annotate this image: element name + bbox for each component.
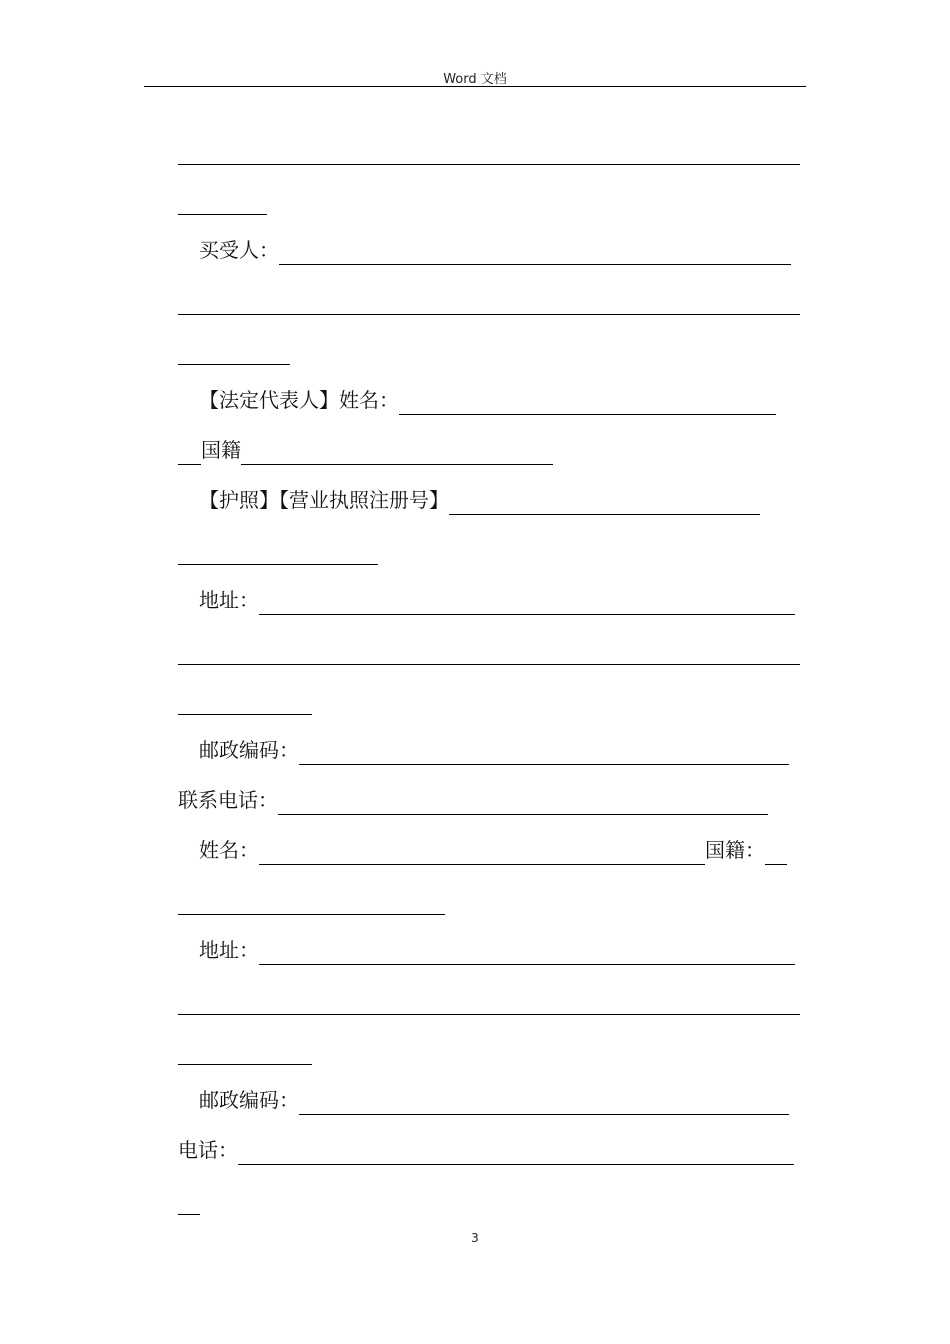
passport-reg-label: 【护照】【营业执照注册号】 [199, 488, 449, 512]
phone-field[interactable] [238, 1143, 794, 1165]
blank-field[interactable] [178, 543, 378, 565]
name-label: 姓名： [199, 838, 259, 862]
postal-code-field[interactable] [299, 1093, 789, 1115]
blank-field[interactable] [178, 1043, 312, 1065]
blank-field[interactable] [178, 893, 445, 915]
phone-line [178, 1135, 800, 1165]
blank-line [178, 685, 800, 715]
blank-line [178, 985, 800, 1015]
nationality-label: 国籍 [201, 438, 241, 462]
passport-line [178, 485, 800, 515]
nationality-label: 国籍： [705, 838, 765, 862]
page-number: 3 [471, 1231, 479, 1245]
nationality-field[interactable] [765, 843, 787, 865]
address-field[interactable] [259, 943, 795, 965]
buyer-label: 买受人： [199, 238, 279, 262]
blank-field[interactable] [178, 193, 267, 215]
contact-phone-label: 联系电话： [178, 788, 278, 812]
address-line [178, 935, 800, 965]
buyer-line [178, 235, 800, 265]
legal-rep-name-field[interactable] [399, 393, 776, 415]
blank-field[interactable] [178, 993, 800, 1015]
postal-code-line [178, 735, 800, 765]
header-title: Word 文档 [443, 72, 507, 87]
blank-line [178, 1035, 800, 1065]
blank-line [178, 285, 800, 315]
blank-field[interactable] [178, 443, 201, 465]
blank-field[interactable] [178, 143, 800, 165]
blank-line [178, 635, 800, 665]
blank-line [178, 185, 800, 215]
blank-line [178, 135, 800, 165]
postal-code-label: 邮政编码： [199, 1088, 299, 1112]
buyer-field[interactable] [279, 243, 791, 265]
address-line [178, 585, 800, 615]
blank-field[interactable] [178, 293, 800, 315]
blank-field[interactable] [178, 643, 800, 665]
address-label: 地址： [199, 938, 259, 962]
address-field[interactable] [259, 593, 795, 615]
contact-phone-line [178, 785, 800, 815]
blank-field[interactable] [178, 343, 290, 365]
postal-code-field[interactable] [299, 743, 789, 765]
blank-line [178, 885, 800, 915]
legal-rep-name-label: 【法定代表人】姓名： [199, 388, 399, 412]
nationality-line [178, 435, 800, 465]
passport-reg-field[interactable] [449, 493, 760, 515]
name-field[interactable] [259, 843, 705, 865]
postal-code-label: 邮政编码： [199, 738, 299, 762]
postal-code-line [178, 1085, 800, 1115]
blank-line [178, 1185, 800, 1215]
blank-line [178, 535, 800, 565]
phone-label: 电话： [178, 1138, 238, 1162]
contact-phone-field[interactable] [278, 793, 768, 815]
blank-line [178, 335, 800, 365]
blank-field[interactable] [178, 693, 312, 715]
nationality-field[interactable] [241, 443, 553, 465]
address-label: 地址： [199, 588, 259, 612]
legal-rep-line [178, 385, 800, 415]
name-line [178, 835, 800, 865]
header-rule [144, 86, 806, 87]
blank-field[interactable] [178, 1193, 200, 1215]
